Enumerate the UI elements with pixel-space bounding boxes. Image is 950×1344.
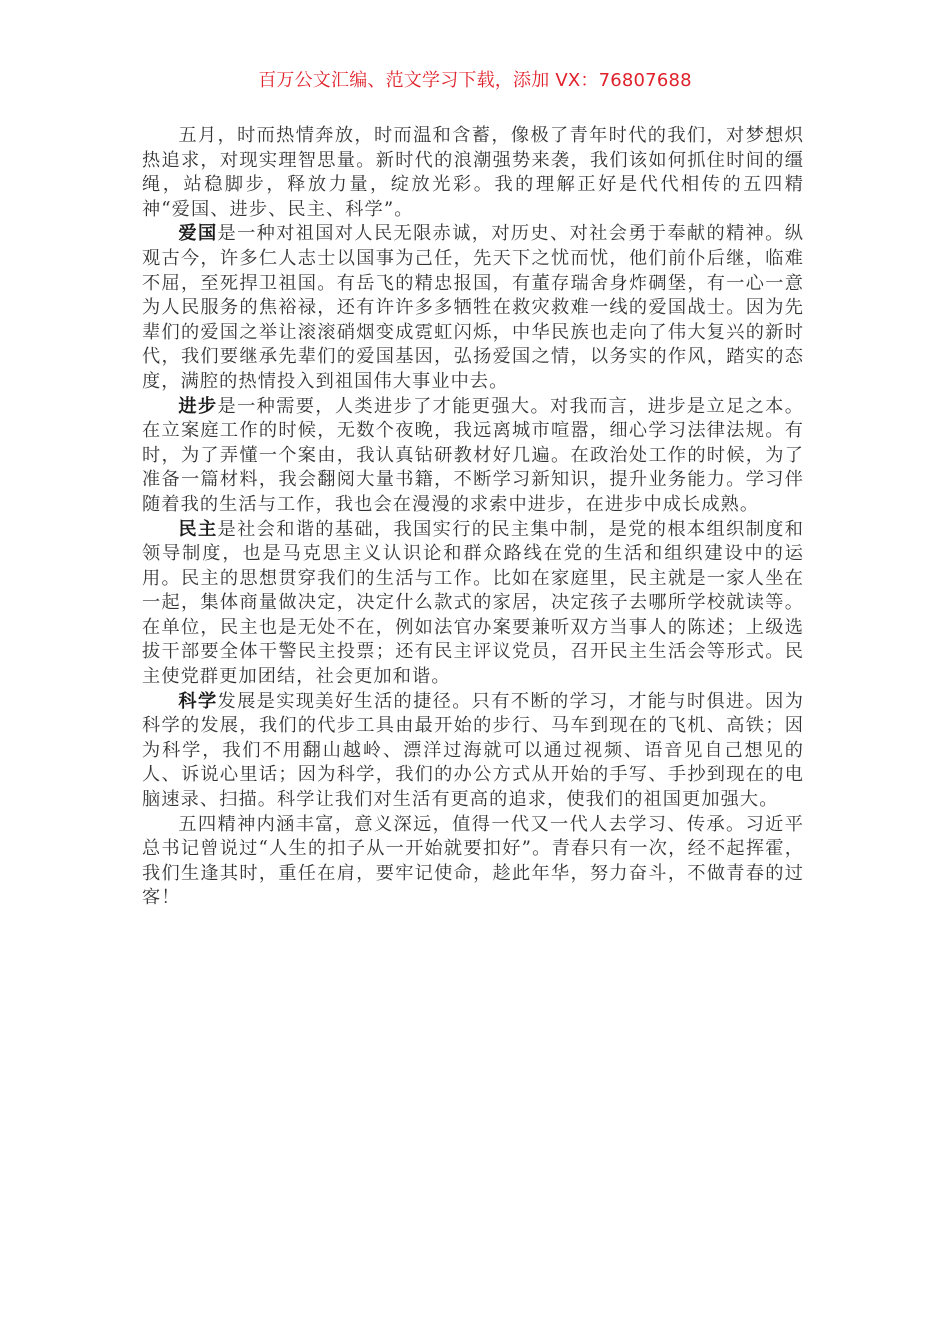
paragraph-text: 是一种需要，人类进步了才能更强大。对我而言，进步是立足之本。在立案庭工作的时候，无数个夜晚，我远离城市喧嚣，细心学习法律法规。有时，为了弄懂一个案由，我认真钻研教材好几遍。在政治处工作的时候，为了准备一篇材料，我会翻阅大量书籍，不断学习新知识，提升业务能力。学习伴随着我的生活与工作，我也会在漫漫的求索中进步，在进步中成长成熟。 — [142, 395, 804, 515]
paragraph-keyword: 爱国 — [178, 223, 218, 245]
document-body — [142, 124, 804, 911]
paragraph-text: 五四精神内涵丰富，意义深远，值得一代又一代人去学习、传承。习近平总书记曾说过“人生的扣子从一开始就要扣好”。青春只有一次，经不起挥霍，我们生逢其时，重任在肩，要牢记使命，趁此年华，努力奋斗，不做青春的过客！ — [142, 813, 804, 909]
paragraph-progress — [142, 395, 804, 518]
paragraph-science — [142, 690, 804, 813]
paragraph-keyword: 科学 — [178, 690, 218, 712]
paragraph-text: 五月，时而热情奔放，时而温和含蓄，像极了青年时代的我们，对梦想炽热追求，对现实理智思量。新时代的浪潮强势来袭，我们该如何抓住时间的缰绳，站稳脚步，释放力量，绽放光彩。我的理解正好是代代相传的五四精神“爱国、进步、民主、科学”。 — [142, 125, 804, 220]
paragraph-keyword: 民主 — [178, 518, 218, 540]
page-header-banner: 百万公文汇编、范文学习下载，添加 VX：76807688 — [258, 70, 692, 91]
paragraph-keyword: 进步 — [178, 395, 218, 417]
paragraph-intro — [142, 124, 804, 222]
paragraph-text: 发展是实现美好生活的捷径。只有不断的学习，才能与时俱进。因为科学的发展，我们的代步工具由最开始的步行、马车到现在的飞机、高铁；因为科学，我们不用翻山越岭、漂洋过海就可以通过视频、语音见自己想见的人、诉说心里话；因为科学，我们的办公方式从开始的手写、手抄到现在的电脑速录、扫描。科学让我们对生活有更高的追求，使我们的祖国更加强大。 — [142, 690, 804, 811]
paragraph-text: 是一种对祖国对人民无限赤诚，对历史、对社会勇于奉献的精神。纵观古今，许多仁人志士以国事为己任，先天下之忧而忧，他们前仆后继，临难不屈，至死捍卫祖国。有岳飞的精忠报国，有董存瑞舍身炸碉堡，有一心一意为人民服务的焦裕禄，还有许许多多牺牲在救灾救难一线的爱国战士。因为先辈们的爱国之举让滚滚硝烟变成霓虹闪烁，中华民族也走向了伟大复兴的新时代，我们要继承先辈们的爱国基因，弘扬爱国之情，以务实的作风，踏实的态度，满腔的热情投入到祖国伟大事业中去。 — [142, 223, 804, 392]
paragraph-democracy — [142, 518, 804, 690]
paragraph-conclusion — [142, 813, 804, 911]
paragraph-patriotism — [142, 222, 804, 394]
paragraph-text: 是社会和谐的基础，我国实行的民主集中制，是党的根本组织制度和领导制度，也是马克思主义认识论和群众路线在党的生活和组织建设中的运用。民主的思想贯穿我们的生活与工作。比如在家庭里，民主就是一家人坐在一起，集体商量做决定，决定什么款式的家居，决定孩子去哪所学校就读等。在单位，民主也是无处不在，例如法官办案要兼听双方当事人的陈述；上级选拔干部要全体干警民主投票；还有民主评议党员，召开民主生活会等形式。民主使党群更加团结，社会更加和谐。 — [142, 518, 804, 688]
